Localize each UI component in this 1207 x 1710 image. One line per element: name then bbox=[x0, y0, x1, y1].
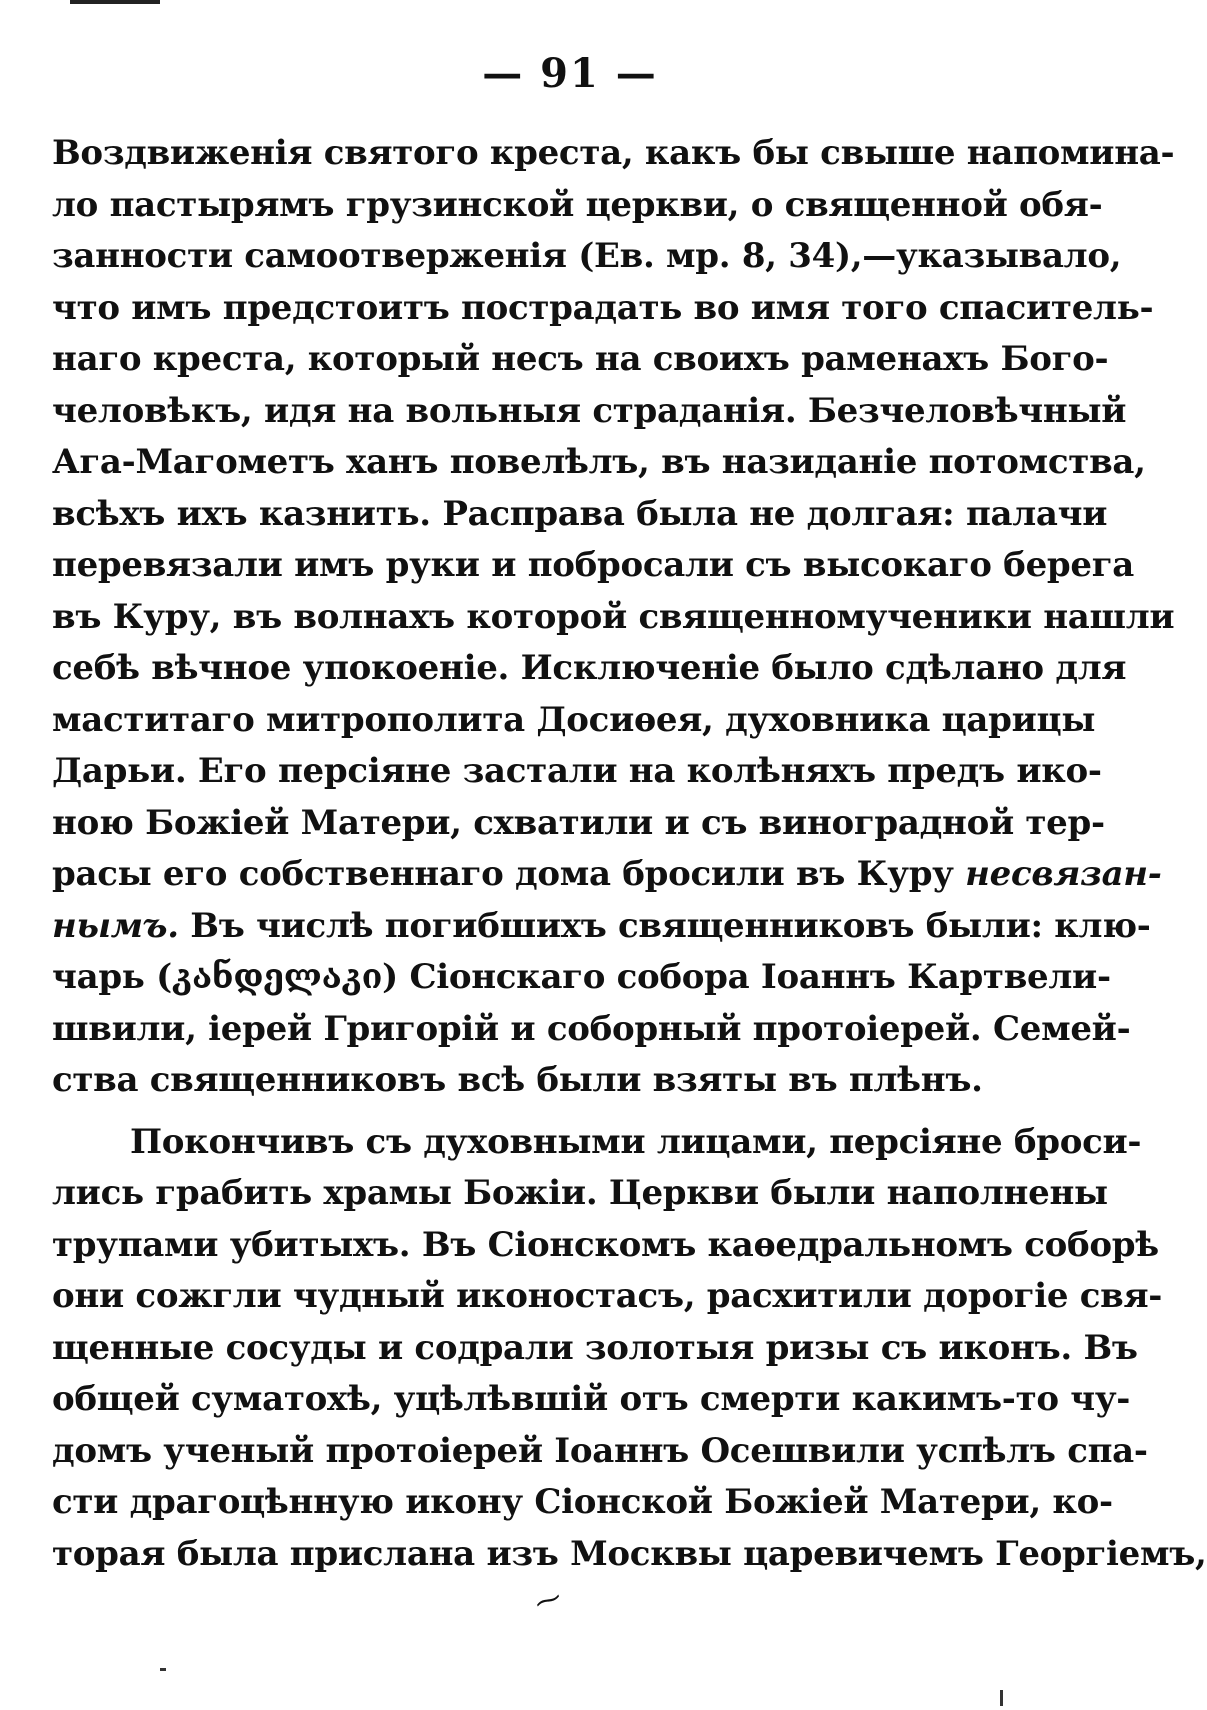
italic-segment: нымъ. bbox=[52, 905, 179, 946]
body-text bbox=[52, 128, 1207, 1580]
italic-segment: несвязан- bbox=[965, 854, 1162, 894]
text-line: наго креста, который несъ на своихъ раменахъ Бого- bbox=[52, 339, 1109, 379]
text-line: швили, іерей Григорій и соборный протоіерей. Семей- bbox=[52, 1008, 1131, 1049]
text-line: торая была прислана изъ Москвы царевичемъ Георгіемъ, bbox=[52, 1533, 1207, 1574]
text-line: всѣхъ ихъ казнить. Расправа была не долгая: палачи bbox=[52, 493, 1108, 534]
text-line: себѣ вѣчное упокоеніе. Исключеніе было сдѣлано для bbox=[52, 648, 1127, 688]
text-line: ло пастырямъ грузинской церкви, о священной обя- bbox=[52, 184, 1103, 225]
top-edge-mark bbox=[70, 0, 160, 4]
page-number: — 91 — bbox=[482, 50, 658, 97]
text-line: ною Божіей Матери, схватили и съ виноградной тер- bbox=[52, 802, 1105, 843]
text-line: общей суматохѣ, уцѣлѣвшій отъ смерти какимъ-то чу- bbox=[52, 1379, 1131, 1419]
text-line: Покончивъ съ духовными лицами, персіяне броси- bbox=[130, 1121, 1142, 1162]
text-line: домъ ученый протоіерей Іоаннъ Осешвили успѣлъ спа- bbox=[52, 1430, 1148, 1471]
text-line bbox=[52, 849, 1162, 901]
text-line: трупами убитыхъ. Въ Сіонскомъ каѳедральномъ соборѣ bbox=[52, 1224, 1159, 1265]
text-segment: расы его собственнаго дома бросили въ Куру bbox=[52, 854, 966, 894]
paragraph-2 bbox=[52, 1117, 1207, 1581]
speck-mark bbox=[1000, 1690, 1003, 1706]
text-line: они сожгли чудный иконостасъ, расхитили дорогіе свя- bbox=[52, 1276, 1163, 1316]
text-line: Ага-Магометъ ханъ повелѣлъ, въ назиданіе потомства, bbox=[52, 442, 1146, 482]
text-line bbox=[52, 901, 1151, 953]
text-segment: Въ числѣ погибшихъ священниковъ были: клю- bbox=[178, 905, 1151, 946]
text-line: щенные сосуды и содрали золотыя ризы съ иконъ. Въ bbox=[52, 1327, 1138, 1368]
text-line: въ Куру, въ волнахъ которой священномученики нашли bbox=[52, 596, 1175, 637]
text-line: маститаго митрополита Досиѳея, духовника царицы bbox=[52, 699, 1096, 740]
text-line: занности самоотверженія (Ев. мр. 8, 34),—указывало, bbox=[52, 236, 1122, 276]
text-line: человѣкъ, идя на вольныя страданія. Безчеловѣчный bbox=[52, 390, 1127, 431]
paragraph-1 bbox=[52, 128, 1175, 1107]
text-line: Дарьи. Его персіяне застали на колѣняхъ предъ ико- bbox=[52, 751, 1102, 791]
text-line: ства священниковъ всѣ были взяты въ плѣнъ. bbox=[52, 1060, 983, 1100]
text-line: перевязали имъ руки и побросали съ высокаго берега bbox=[52, 545, 1134, 585]
speck-mark bbox=[160, 1668, 166, 1671]
text-line: лись грабить храмы Божіи. Церкви были наполнены bbox=[52, 1173, 1108, 1213]
text-line: сти драгоцѣнную икону Сіонской Божіей Матери, ко- bbox=[52, 1482, 1113, 1522]
text-line: Воздвиженія святого креста, какъ бы свыше напомина- bbox=[52, 133, 1175, 173]
text-line: что имъ предстоитъ пострадать во имя того спаситель- bbox=[52, 287, 1154, 328]
text-line: чарь (კანდელაკი) Сіонскаго собора Іоаннъ Картвели- bbox=[52, 957, 1111, 997]
ink-mark-icon: ⁓ bbox=[530, 1582, 566, 1620]
